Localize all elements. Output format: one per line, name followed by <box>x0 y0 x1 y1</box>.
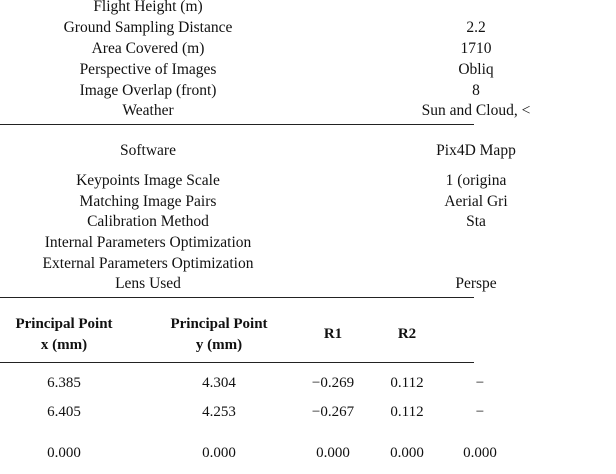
param-value: 2.2 <box>466 19 486 36</box>
table-cell: 6.405 <box>47 404 81 420</box>
param-label: Software <box>120 142 176 159</box>
param-label: Image Overlap (front) <box>79 82 217 99</box>
table-cell: −0.267 <box>311 404 355 420</box>
divider <box>0 124 474 125</box>
param-label: Internal Parameters Optimization <box>44 234 252 251</box>
param-value: Obliq <box>458 61 494 78</box>
param-value: 8 <box>472 82 480 99</box>
param-row-keypoints <box>0 170 507 191</box>
param-value: 1 (origina <box>445 172 507 189</box>
param-label: Lens Used <box>115 275 181 292</box>
header-line: Principal Point <box>15 316 113 332</box>
param-row-internal-opt <box>0 232 474 253</box>
table-cell: 0.000 <box>390 445 424 461</box>
param-row-perspective <box>0 59 494 80</box>
param-label: Flight Height (m) <box>93 0 203 15</box>
param-row-area <box>0 38 492 59</box>
param-row-weather <box>0 100 531 121</box>
param-label: Matching Image Pairs <box>79 193 217 210</box>
param-value: 1710 <box>460 40 492 57</box>
header-line: R2 <box>397 326 417 342</box>
param-row-external-opt <box>0 253 474 274</box>
column-header-principal-y <box>144 314 294 356</box>
table-cell: 0.000 <box>47 445 81 461</box>
table-cell: 4.253 <box>202 404 236 420</box>
table-cell: 0.112 <box>390 404 424 420</box>
table-cell: − <box>475 404 485 420</box>
param-label: External Parameters Optimization <box>42 255 254 272</box>
param-label: Ground Sampling Distance <box>63 19 233 36</box>
param-label: Perspective of Images <box>79 61 217 78</box>
table-cell: 0.112 <box>390 375 424 391</box>
param-row-calibration <box>0 211 486 232</box>
table-cell: 4.304 <box>202 375 236 391</box>
header-line: x (mm) <box>40 337 88 353</box>
param-value: Sta <box>466 213 486 230</box>
param-value: Perspe <box>455 275 497 292</box>
column-header-principal-x <box>0 314 128 356</box>
header-line: Principal Point <box>170 316 268 332</box>
column-header-r1 <box>298 324 368 345</box>
param-label: Calibration Method <box>87 213 209 230</box>
param-label: Keypoints Image Scale <box>76 172 220 189</box>
param-label: Area Covered (m) <box>91 40 205 57</box>
param-value: Pix4D Mapp <box>436 142 516 159</box>
table-cell: 0.000 <box>316 445 350 461</box>
header-line: R1 <box>323 326 343 342</box>
table-cell: 0.000 <box>463 445 497 461</box>
table-cell: 0.000 <box>202 445 236 461</box>
param-row-flight-height <box>0 0 474 17</box>
param-value: Aerial Gri <box>444 193 508 210</box>
table-cell: −0.269 <box>311 375 355 391</box>
param-row-lens <box>0 273 497 294</box>
param-row-matching <box>0 191 508 212</box>
table-cell: 6.385 <box>47 375 81 391</box>
divider <box>0 297 474 298</box>
param-row-overlap <box>0 80 480 101</box>
param-row-software <box>0 140 516 161</box>
divider <box>0 362 474 363</box>
param-value: Sun and Cloud, < <box>421 102 531 119</box>
table-cell: − <box>475 375 485 391</box>
column-header-r2 <box>372 324 442 345</box>
header-line: y (mm) <box>195 337 243 353</box>
param-label: Weather <box>122 102 174 119</box>
param-row-gsd <box>0 17 486 38</box>
